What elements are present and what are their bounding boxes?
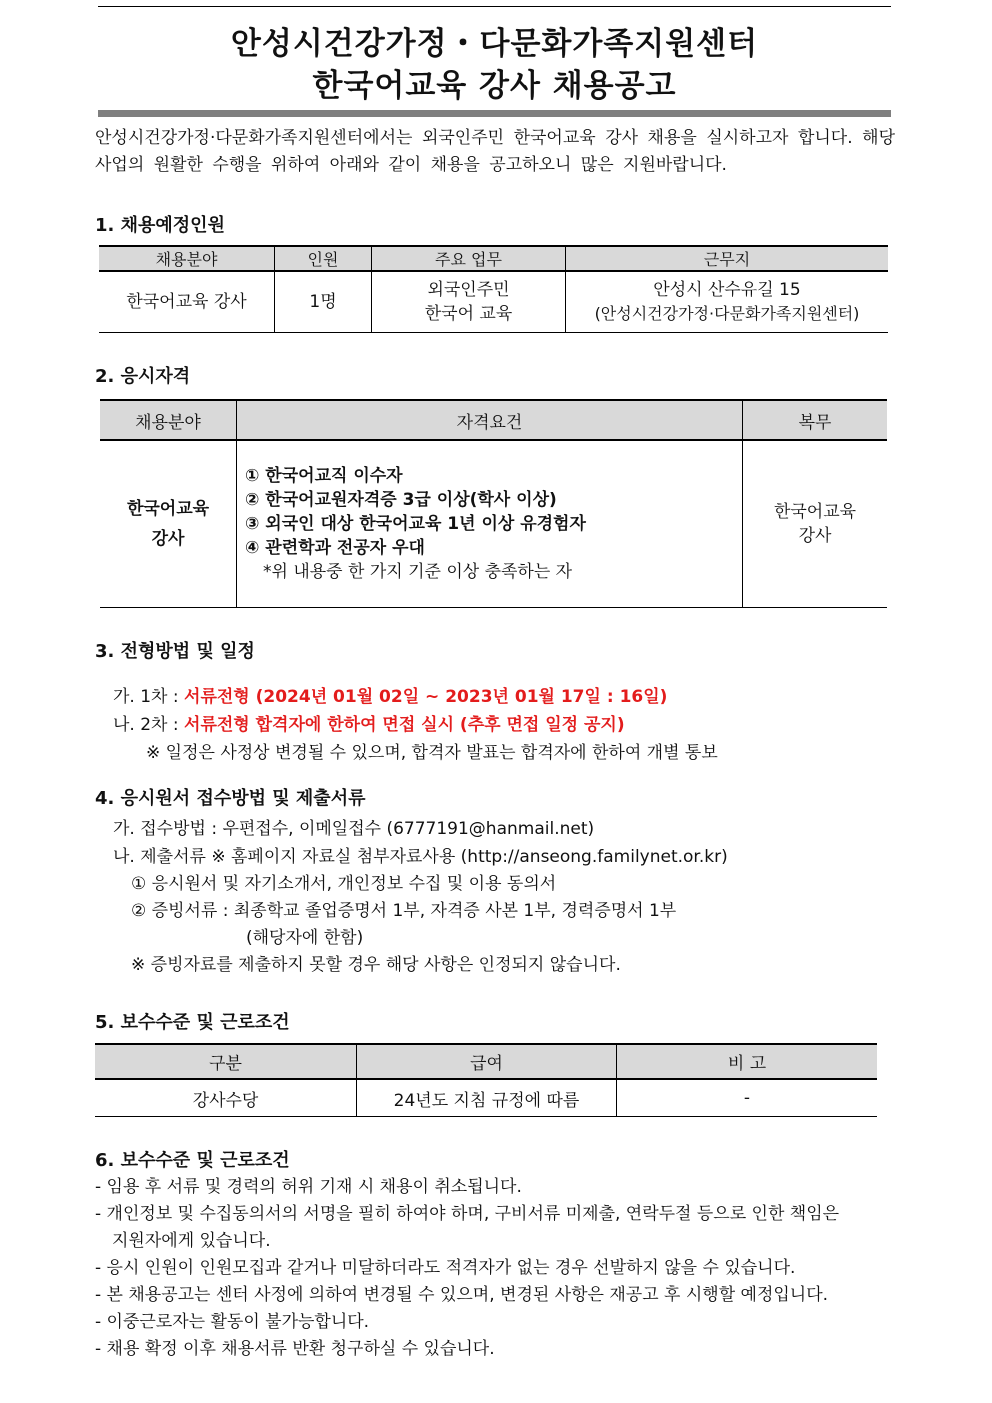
docs-note: ※ 증빙자료를 제출하지 못할 경우 해당 사항은 인정되지 않습니다. — [131, 955, 621, 975]
table-row — [100, 440, 887, 608]
title-line-2: 한국어교육 강사 채용공고 — [312, 68, 677, 104]
qualification-table — [100, 399, 887, 608]
t1-count: 1명 — [275, 271, 372, 333]
t1-header-place: 근무지 — [566, 246, 889, 271]
doc-item-1: ① 응시원서 및 자기소개서, 개인정보 수집 및 이용 동의서 — [131, 874, 557, 894]
step2-text: 서류전형 합격자에 한하여 면접 실시 (추후 면접 일정 공지) — [184, 715, 625, 735]
list-item: - 본 채용공고는 센터 사정에 의하여 변경될 수 있으며, 변경된 사항은 재공고 후 시행할 예정입니다. — [95, 1285, 829, 1305]
list-item: - 임용 후 서류 및 경력의 허위 기재 시 채용이 취소됩니다. — [95, 1177, 522, 1197]
table-row — [99, 271, 888, 333]
t2-duty-line1: 한국어교육 — [773, 502, 857, 522]
t1-field: 한국어교육 강사 — [99, 271, 275, 333]
t2-field-line1: 한국어교육 — [126, 499, 210, 519]
list-item: - 응시 인원이 인원모집과 같거나 미달하더라도 적격자가 없는 경우 선발하지 않을 수 있습니다. — [95, 1258, 796, 1278]
t3-header-category: 구분 — [95, 1044, 357, 1079]
section3-heading: 3. 전형방법 및 일정 — [95, 641, 255, 662]
t3-note: - — [617, 1079, 878, 1117]
t3-header-pay: 급여 — [357, 1044, 617, 1079]
section5-heading: 5. 보수수준 및 근로조건 — [95, 1012, 290, 1033]
schedule-step1 — [113, 682, 667, 707]
t2-duty-line2: 강사 — [798, 526, 832, 546]
t1-header-duty: 주요 업무 — [372, 246, 566, 271]
t2-header-qual: 자격요건 — [237, 400, 743, 440]
apply-method: 가. 접수방법 : 우편접수, 이메일접수 (6777191@hanmail.net) — [113, 819, 595, 839]
qualification-item: ① 한국어교직 이수자 — [245, 466, 403, 486]
salary-table — [95, 1043, 877, 1117]
t2-field-line2: 강사 — [151, 529, 185, 549]
t1-duty-line1: 외국인주민 — [427, 280, 510, 300]
t2-qualifications — [237, 440, 743, 608]
t1-header-field: 채용분야 — [99, 246, 275, 271]
title-underline — [98, 110, 891, 117]
step1-text: 서류전형 (2024년 01월 02일 ~ 2023년 01월 17일 : 16일) — [184, 687, 668, 707]
list-item: - 개인정보 및 수집동의서의 서명을 필히 하여야 하며, 구비서류 미제출, 연락두절 등으로 인한 책임은 — [95, 1204, 840, 1224]
step1-prefix: 가. 1차 : — [113, 687, 185, 707]
section2-heading: 2. 응시자격 — [95, 366, 191, 387]
t1-place-line1: 안성시 산수유길 15 — [653, 280, 801, 300]
t1-place-line2: (안성시건강가정·다문화가족지원센터) — [594, 304, 860, 323]
qualification-item: ② 한국어교원자격증 3급 이상(학사 이상) — [245, 490, 557, 510]
doc-item-2: ② 증빙서류 : 최종학교 졸업증명서 1부, 자격증 사본 1부, 경력증명서 1부 — [131, 901, 677, 921]
apply-docs: 나. 제출서류 ※ 홈페이지 자료실 첨부자료사용 (http://anseong.familynet.or.kr) — [113, 847, 728, 867]
step2-prefix: 나. 2차 : — [113, 715, 185, 735]
section1-heading: 1. 채용예정인원 — [95, 215, 225, 236]
t1-duty — [372, 271, 566, 333]
top-rule — [98, 6, 891, 7]
recruit-count-table — [99, 245, 888, 333]
t1-header-count: 인원 — [275, 246, 372, 271]
t3-header-note: 비 고 — [617, 1044, 878, 1079]
schedule-note: ※ 일정은 사정상 변경될 수 있으며, 합격자 발표는 합격자에 한하여 개별 통보 — [146, 743, 718, 763]
t1-duty-line2: 한국어 교육 — [424, 304, 513, 324]
section6-heading: 6. 보수수준 및 근로조건 — [95, 1150, 290, 1171]
t2-duty — [743, 440, 888, 608]
list-item: 지원자에게 있습니다. — [112, 1231, 271, 1251]
t1-place — [566, 271, 889, 333]
qualification-item: ④ 관련학과 전공자 우대 — [245, 538, 425, 558]
table-row — [95, 1079, 877, 1117]
t3-pay: 24년도 지침 규정에 따름 — [357, 1079, 617, 1117]
title-line-1: 안성시건강가정・다문화가족지원센터 — [230, 26, 759, 62]
doc-item-2-cont: (해당자에 한함) — [246, 928, 364, 948]
schedule-step2 — [113, 710, 625, 735]
notice-list — [95, 1174, 900, 1363]
list-item: - 채용 확정 이후 채용서류 반환 청구하실 수 있습니다. — [95, 1339, 495, 1359]
t2-field — [100, 440, 237, 608]
t2-header-duty: 복무 — [743, 400, 888, 440]
intro-paragraph: 안성시건강가정·다문화가족지원센터에서는 외국인주민 한국어교육 강사 채용을 실시하고자 합니다. 해당 사업의 원활한 수행을 위하여 아래와 같이 채용을 공고하오니 많은 지원바랍니다. — [95, 128, 895, 175]
t2-header-field: 채용분야 — [100, 400, 237, 440]
t3-category: 강사수당 — [95, 1079, 357, 1117]
section4-heading: 4. 응시원서 접수방법 및 제출서류 — [95, 788, 366, 809]
qualification-item: ③ 외국인 대상 한국어교육 1년 이상 유경험자 — [245, 514, 586, 534]
qualification-note: *위 내용중 한 가지 기준 이상 충족하는 자 — [263, 562, 573, 582]
list-item: - 이중근로자는 활동이 불가능합니다. — [95, 1312, 370, 1332]
